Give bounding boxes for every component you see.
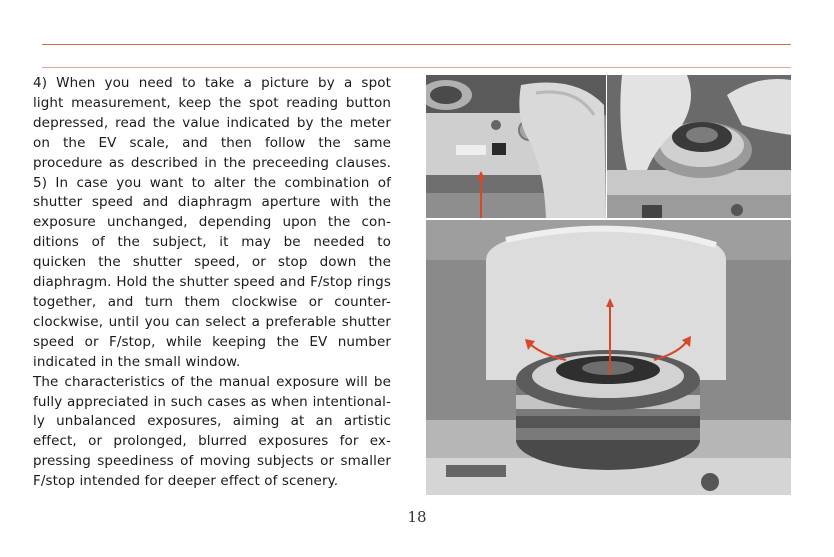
text-line: F/stop intended for deeper effect of scenery.	[33, 473, 339, 490]
text-line: exposure unchanged, depending upon the con-	[33, 214, 391, 231]
text-line: quicken the shutter speed, or stop down the	[33, 254, 391, 271]
text-line: fully appreciated in such cases as when intentional-	[33, 393, 391, 410]
text-line: 4) When you need to take a picture by a spot	[33, 75, 391, 91]
photo-rotate-rings	[426, 220, 791, 495]
photo-lens-grip	[607, 75, 791, 218]
text-line: 5) In case you want to alter the combination of	[33, 174, 391, 191]
camera-spot-button-illustration	[426, 75, 606, 218]
text-line: effect, or prolonged, blurred exposures for ex-	[33, 433, 391, 450]
text-line: ditions of the subject, it may be needed to	[33, 234, 391, 251]
text-line: pressing speediness of moving subjects or smaller	[33, 453, 391, 470]
rotate-rings-illustration	[426, 220, 791, 495]
text-line: indicated in the small window.	[33, 353, 241, 370]
photo-spot-button	[426, 75, 606, 218]
lens-grip-illustration	[607, 75, 791, 218]
text-line: on the EV scale, and then follow the same	[33, 134, 391, 151]
text-line: together, and turn them clockwise or counter-	[33, 293, 391, 310]
page-number: 18	[407, 508, 427, 526]
text-line: clockwise, until you can select a preferable shutter	[33, 313, 391, 330]
text-line: speed or F/stop, while keeping the EV number	[33, 333, 391, 350]
text-line: ly unbalanced exposures, aiming at an artistic	[33, 413, 391, 430]
body-text	[33, 74, 391, 492]
text-line: diaphragm. Hold the shutter speed and F/stop rings	[33, 274, 391, 291]
text-line: depressed, read the value indicated by the meter	[33, 114, 391, 131]
text-line: light measurement, keep the spot reading button	[33, 94, 391, 111]
text-line: The characteristics of the manual exposure will be	[33, 373, 391, 390]
top-rule	[42, 44, 791, 45]
text-line: procedure as described in the preceeding clauses.	[33, 154, 391, 171]
text-line: shutter speed and diaphragm aperture with the	[33, 194, 391, 211]
second-rule	[42, 67, 791, 68]
